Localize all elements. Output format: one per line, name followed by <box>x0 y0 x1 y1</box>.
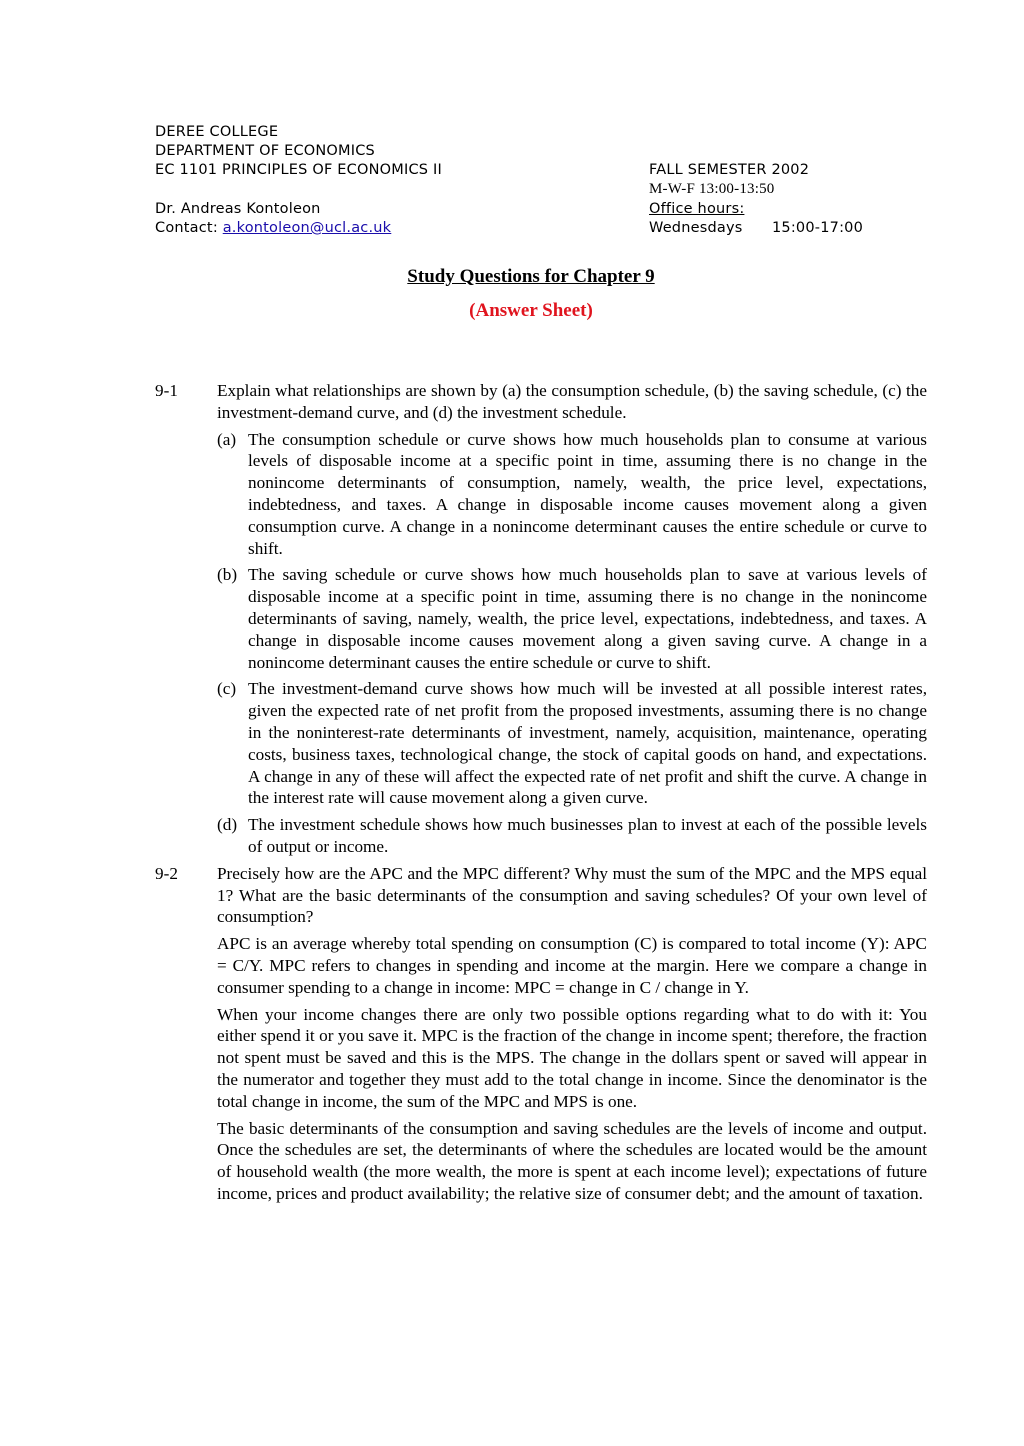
answer-text: The consumption schedule or curve shows how much households plan to consume at various levels of disposable income at a specific point in time, assuming there is no change in the nonincome determinants of consumption, namely, wealth, the price level, expectations, indebtedness, and taxes. A change in disposable income causes movement along a given consumption curve. A change in a nonincome determinant causes the entire schedule or curve to shift. <box>248 429 927 558</box>
semester: FALL SEMESTER 2002 <box>649 162 810 178</box>
answer-item <box>217 814 927 858</box>
answer-label: (b) <box>217 565 238 585</box>
question-text: Precisely how are the APC and the MPC different? Why must the sum of the MPC and the MPS equal 1? What are the basic determinants of the consumption and saving schedules? Of your own level of consumption? <box>217 863 927 927</box>
office-time: 15:00-17:00 <box>772 220 864 236</box>
question-number: 9-2 <box>155 863 178 883</box>
contact-label: Contact: <box>155 220 218 236</box>
answer-item <box>217 564 927 673</box>
office-hours-label: Office hours: <box>649 201 745 217</box>
answer-item <box>217 429 927 560</box>
answer-text: The saving schedule or curve shows how much households plan to save at various levels of disposable income at a specific point in time, assuming there is no change in the nonincome determinants of saving, namely, wealth, the price level, expectations, indebtedness, and taxes. A change in disposable income causes movement along a given saving curve. A change in a nonincome determinant causes the entire schedule or curve to shift. <box>248 565 927 672</box>
question-text: Explain what relationships are shown by (a) the consumption schedule, (b) the saving schedule, (c) the investment-demand curve, and (d) the investment schedule. <box>217 381 927 422</box>
document-body <box>155 380 927 1210</box>
answer-paragraph: When your income changes there are only two possible options regarding what to do with it: You either spend it or you save it. MPC is the fraction of the change in income spent; therefore, the fraction not spent must be saved and this is the MPS. The change in the dollars spent or saved will appear in the numerator and together they must add to the total change in income. Since the denominator is the total change in income, the sum of the MPC and MPS is one. <box>217 1004 927 1111</box>
contact-line <box>155 220 391 236</box>
answer-label: (c) <box>217 679 237 699</box>
question-number: 9-1 <box>155 381 178 400</box>
answer-label: (d) <box>217 815 238 835</box>
answer-text: The investment schedule shows how much businesses plan to invest at each of the possible levels of output or income. <box>248 815 927 856</box>
question-9-1 <box>155 380 927 424</box>
contact-email-link[interactable]: a.kontoleon@ucl.ac.uk <box>222 220 392 236</box>
answer-label: (a) <box>217 429 237 449</box>
answer-paragraph: The basic determinants of the consumption and saving schedules are the levels of income and output. Once the schedules are set, the determinants of where the schedules are located would be the amount of household wealth (the more wealth, the more is spent at each income level); expectations of future income, prices and product availability; the relative size of consumer debt; and the amount of taxation. <box>217 1118 927 1203</box>
class-schedule: M-W-F 13:00-13:50 <box>649 181 775 197</box>
college-name: DEREE COLLEGE <box>155 124 279 140</box>
course-title: EC 1101 PRINCIPLES OF ECONOMICS II <box>155 162 442 178</box>
page-title <box>0 266 1024 288</box>
office-day: Wednesdays <box>649 220 743 236</box>
answer-paragraph: APC is an average whereby total spending on consumption (C) is compared to total income (Y): APC = C/Y. MPC refers to changes in spending and income at the margin. Here we compare a change in consumer spending to a change in income: MPC = change in C / change in Y. <box>217 934 927 997</box>
instructor-name: Dr. Andreas Kontoleon <box>155 201 321 217</box>
answer-item <box>217 678 927 809</box>
question-9-2 <box>155 863 927 928</box>
department-name: DEPARTMENT OF ECONOMICS <box>155 143 375 159</box>
page-title-text: Study Questions for Chapter 9 <box>407 266 655 287</box>
answer-text: The investment-demand curve shows how much will be invested at all possible interest rates, given the expected rate of net profit from the proposed investments, assuming there is no change in the noninterest-rate determinants of investment, namely, acquisition, maintenance, operating costs, business taxes, technological change, the stock of capital goods on hand, and expectations. A change in any of these will affect the expected rate of net profit and shift the curve. A change in the interest rate will cause movement along a given curve. <box>248 679 927 808</box>
page-subtitle: (Answer Sheet) <box>469 300 593 321</box>
